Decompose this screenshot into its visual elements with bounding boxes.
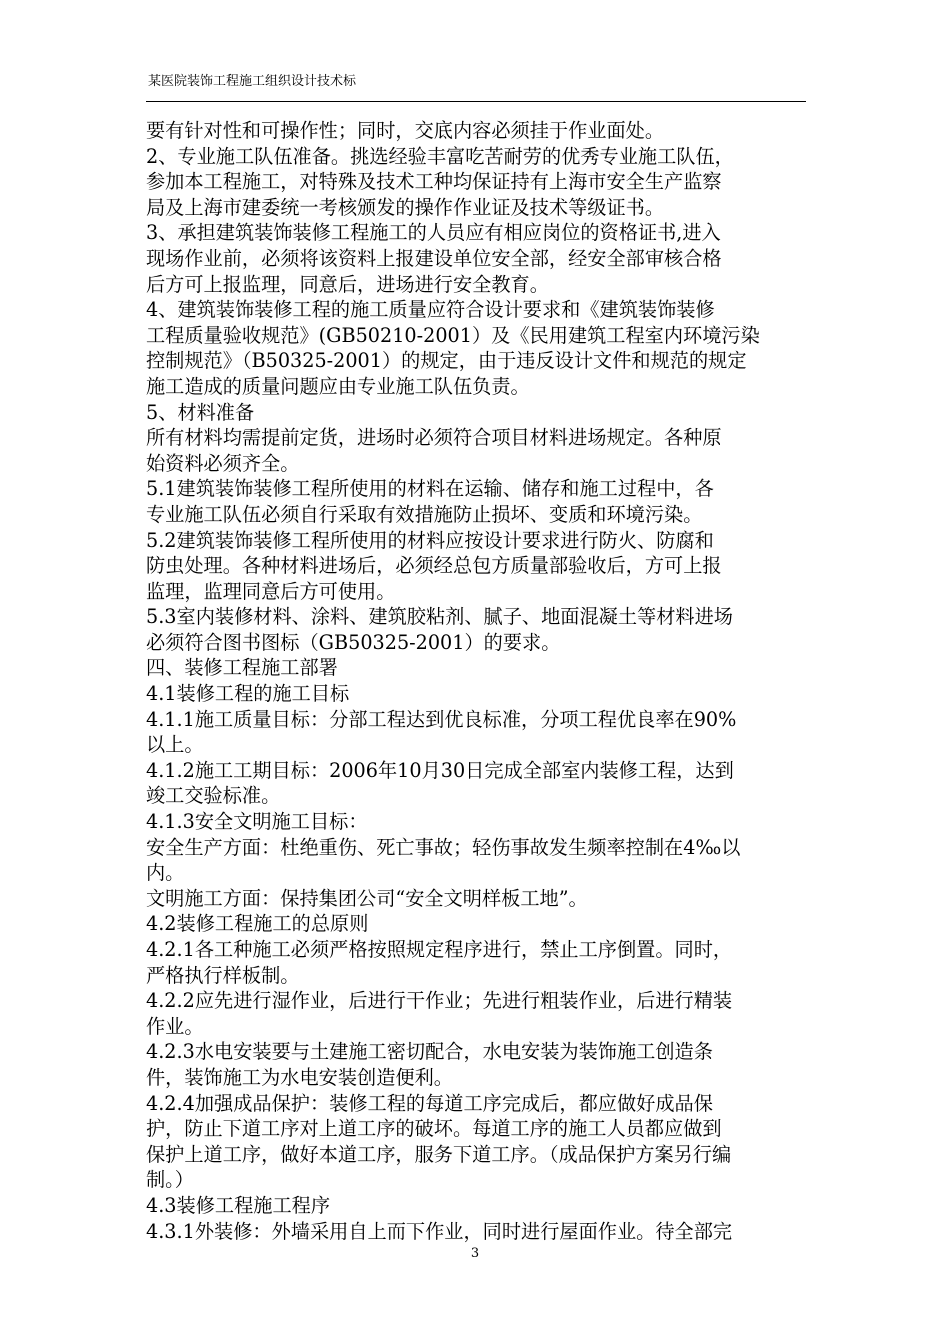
body-line: 施工造成的质量问题应由专业施工队伍负责。 bbox=[146, 374, 530, 398]
body-line: 必须符合图书图标（GB50325-2001）的要求。 bbox=[146, 630, 561, 654]
header-divider bbox=[146, 101, 806, 102]
body-line: 现场作业前，必须将该资料上报建设单位安全部，经安全部审核合格 bbox=[146, 246, 722, 270]
body-line: 4、建筑装饰装修工程的施工质量应符合设计要求和《建筑装饰装修 bbox=[146, 298, 715, 322]
body-line: 护，防止下道工序对上道工序的破坏。每道工序的施工人员都应做到 bbox=[146, 1117, 722, 1141]
body-line: 4.1装修工程的施工目标 bbox=[146, 682, 350, 706]
body-line: 制。） bbox=[146, 1168, 194, 1192]
body-line: 竣工交验标准。 bbox=[146, 784, 281, 808]
body-line: 以上。 bbox=[146, 733, 204, 757]
body-line: 防虫处理。各种材料进场后，必须经总包方质量部验收后，方可上报 bbox=[146, 554, 722, 578]
body-line: 始资料必须齐全。 bbox=[146, 451, 300, 475]
body-line: 监理，监理同意后方可使用。 bbox=[146, 579, 396, 603]
body-line: 安全生产方面：杜绝重伤、死亡事故；轻伤事故发生频率控制在4‰以 bbox=[146, 835, 741, 859]
body-line: 5、材料准备 bbox=[146, 400, 255, 424]
body-line: 四、装修工程施工部署 bbox=[146, 656, 338, 680]
body-line: 4.2.1各工种施工必须严格按照规定程序进行，禁止工序倒置。同时， bbox=[146, 938, 733, 961]
body-line: 4.2.2应先进行湿作业，后进行干作业；先进行粗装作业，后进行精装 bbox=[146, 989, 733, 1013]
body-line: 要有针对性和可操作性；同时，交底内容必须挂于作业面处。 bbox=[146, 119, 665, 142]
body-line: 5.3室内装修材料、涂料、建筑胶粘剂、腻子、地面混凝土等材料进场 bbox=[146, 605, 733, 629]
body-line: 3、承担建筑装饰装修工程施工的人员应有相应岗位的资格证书,进入 bbox=[146, 221, 721, 245]
body-line: 严格执行样板制。 bbox=[146, 963, 300, 987]
body-line: 4.2.4加强成品保护：装修工程的每道工序完成后，都应做好成品保 bbox=[146, 1091, 713, 1115]
body-line: 所有材料均需提前定货，进场时必须符合项目材料进场规定。各种原 bbox=[146, 426, 722, 450]
body-line: 4.2装修工程施工的总原则 bbox=[146, 912, 369, 936]
body-line: 5.2建筑装饰装修工程所使用的材料应按设计要求进行防火、防腐和 bbox=[146, 528, 714, 552]
body-line: 后方可上报监理，同意后，进场进行安全教育。 bbox=[146, 272, 549, 296]
body-text bbox=[146, 118, 811, 1244]
running-header-title: 某医院装饰工程施工组织设计技术标 bbox=[148, 74, 357, 89]
page-number: 3 bbox=[470, 1246, 480, 1261]
body-line: 2、专业施工队伍准备。挑选经验丰富吃苦耐劳的优秀专业施工队伍， bbox=[146, 144, 734, 168]
body-line: 文明施工方面：保持集团公司“安全文明样板工地”。 bbox=[146, 886, 588, 910]
body-line: 参加本工程施工，对特殊及技术工种均保证持有上海市安全生产监察 bbox=[146, 170, 722, 194]
body-line: 作业。 bbox=[146, 1014, 204, 1038]
body-line: 4.1.3安全文明施工目标： bbox=[146, 810, 368, 834]
body-line: 控制规范》（B50325-2001）的规定，由于违反设计文件和规范的规定 bbox=[146, 349, 747, 373]
body-line: 4.2.3水电安装要与土建施工密切配合，水电安装为装饰施工创造条 bbox=[146, 1040, 713, 1064]
body-line: 局及上海市建委统一考核颁发的操作作业证及技术等级证书。 bbox=[146, 195, 665, 219]
body-line: 保护上道工序，做好本道工序，服务下道工序。（成品保护方案另行编 bbox=[146, 1142, 732, 1166]
body-line: 件，装饰施工为水电安装创造便利。 bbox=[146, 1065, 453, 1089]
body-line: 4.1.2施工工期目标：2006年10月30日完成全部室内装修工程，达到 bbox=[146, 758, 734, 782]
body-line: 专业施工队伍必须自行采取有效措施防止损坏、变质和环境污染。 bbox=[146, 502, 703, 526]
body-line: 工程质量验收规范》(GB50210-2001）及《民用建筑工程室内环境污染 bbox=[146, 323, 760, 347]
body-line: 内。 bbox=[146, 861, 185, 885]
body-line: 4.3装修工程施工程序 bbox=[146, 1193, 331, 1217]
body-line: 5.1建筑装饰装修工程所使用的材料在运输、储存和施工过程中，各 bbox=[146, 477, 714, 501]
body-line: 4.3.1外装修：外墙采用自上而下作业，同时进行屋面作业。待全部完 bbox=[146, 1219, 733, 1243]
body-line: 4.1.1施工质量目标：分部工程达到优良标准，分项工程优良率在90% bbox=[146, 707, 737, 731]
